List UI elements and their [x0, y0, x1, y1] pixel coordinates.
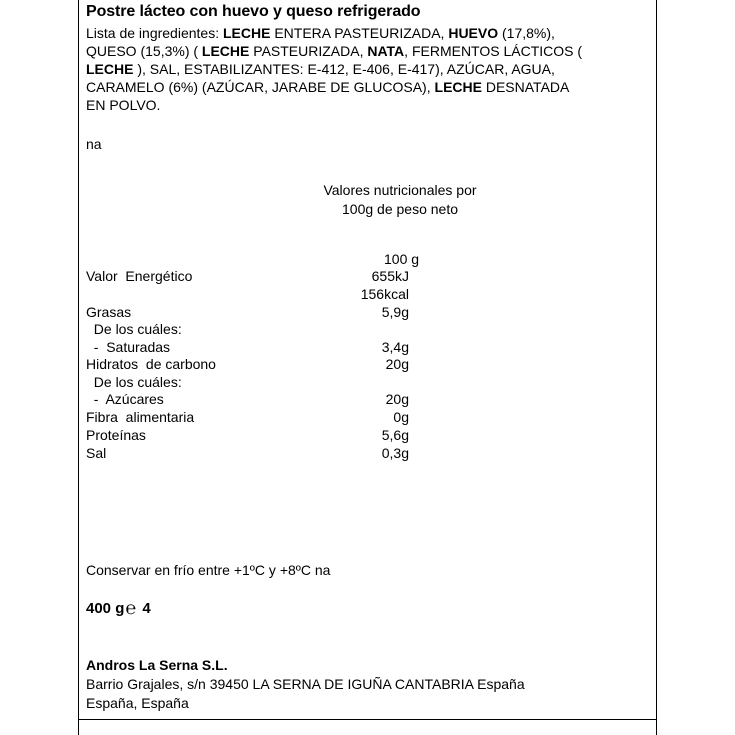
ingredient-text: (17,8%),	[498, 25, 555, 41]
nutrition-header-line1: Valores nutricionales por	[323, 182, 477, 198]
manufacturer-address: Barrio Grajales, s/n 39450 LA SERNA DE IGUÑA CANTABRIA España	[86, 676, 525, 692]
ingredients-line	[86, 78, 646, 96]
ingredients-line	[86, 60, 646, 78]
ingredient-text: ), SAL, ESTABILIZANTES: E-412, E-406, E-417), AZÚCAR, AGUA,	[133, 61, 555, 77]
nutrition-row	[86, 445, 526, 463]
ingredient-text: ENTERA PASTEURIZADA,	[270, 25, 449, 41]
nutrition-header	[300, 181, 500, 219]
ingredient-text: PASTEURIZADA,	[249, 43, 368, 59]
nutrition-row	[86, 321, 526, 339]
ingredient-allergen: NATA	[367, 43, 405, 59]
nutrition-value: 0g	[393, 409, 409, 425]
nutrition-row	[86, 374, 526, 392]
nutrition-row	[86, 268, 526, 286]
nutrition-column-header: 100 g	[384, 251, 420, 267]
manufacturer-country: España, España	[86, 695, 189, 711]
ingredients-line	[86, 42, 646, 60]
nutrition-label: - Azúcares	[86, 391, 164, 407]
weight-units: 4	[142, 600, 151, 617]
ingredients-line	[86, 24, 646, 42]
nutrition-value: 3,4g	[381, 339, 409, 355]
nutrition-value: 156kcal	[360, 286, 409, 302]
nutrition-label: Hidratos de carbono	[86, 356, 216, 372]
allergens-note: na	[86, 136, 102, 152]
nutrition-value: 5,6g	[381, 427, 409, 443]
net-weight	[86, 598, 151, 619]
nutrition-value: 0,3g	[381, 445, 409, 461]
nutrition-label: Valor Energético	[86, 268, 193, 284]
manufacturer-name: Andros La Serna S.L.	[86, 657, 228, 673]
ingredient-text: CARAMELO (6%) (AZÚCAR, JARABE DE GLUCOSA),	[86, 79, 435, 95]
ingredient-allergen: LECHE	[86, 61, 134, 77]
ingredients-line	[86, 96, 646, 114]
ingredient-text: Lista de ingredientes:	[86, 25, 223, 41]
ingredient-allergen: HUEVO	[448, 25, 499, 41]
ingredients-list	[86, 24, 646, 114]
nutrition-value: 655kJ	[371, 268, 409, 284]
nutrition-row	[86, 286, 526, 304]
storage-instructions: Conservar en frío entre +1ºC y +8ºC na	[86, 562, 331, 578]
ingredient-text: , FERMENTOS LÁCTICOS (	[404, 43, 583, 59]
nutrition-label: - Saturadas	[86, 339, 171, 355]
nutrition-label: Sal	[86, 445, 107, 461]
product-title: Postre lácteo con huevo y queso refrigerado	[86, 3, 421, 20]
label-frame-bottom	[78, 719, 657, 720]
weight-amount: 400 g	[86, 600, 125, 617]
ingredient-text: QUESO (15,3%) (	[86, 43, 202, 59]
nutrition-row	[86, 409, 526, 427]
ingredient-text: EN POLVO.	[86, 97, 161, 113]
nutrition-value: 20g	[385, 356, 409, 372]
ingredient-text: DESNATADA	[481, 79, 570, 95]
nutrition-label: Proteínas	[86, 427, 146, 443]
nutrition-value: 5,9g	[381, 304, 409, 320]
nutrition-label: De los cuáles:	[86, 374, 182, 390]
nutrition-header-line2: 100g de peso neto	[342, 201, 458, 217]
nutrition-value: 20g	[385, 391, 409, 407]
nutrition-row	[86, 391, 526, 409]
nutrition-row	[86, 339, 526, 357]
nutrition-row	[86, 356, 526, 374]
ingredient-allergen: LECHE	[201, 43, 250, 59]
nutrition-label: Grasas	[86, 304, 132, 320]
nutrition-label: De los cuáles:	[86, 321, 182, 337]
ingredient-allergen: LECHE	[434, 79, 482, 95]
nutrition-label: Fibra alimentaria	[86, 409, 195, 425]
nutrition-row	[86, 427, 526, 445]
estimated-sign-icon: ℮	[125, 598, 137, 618]
ingredient-allergen: LECHE	[222, 25, 271, 41]
nutrition-row	[86, 304, 526, 322]
